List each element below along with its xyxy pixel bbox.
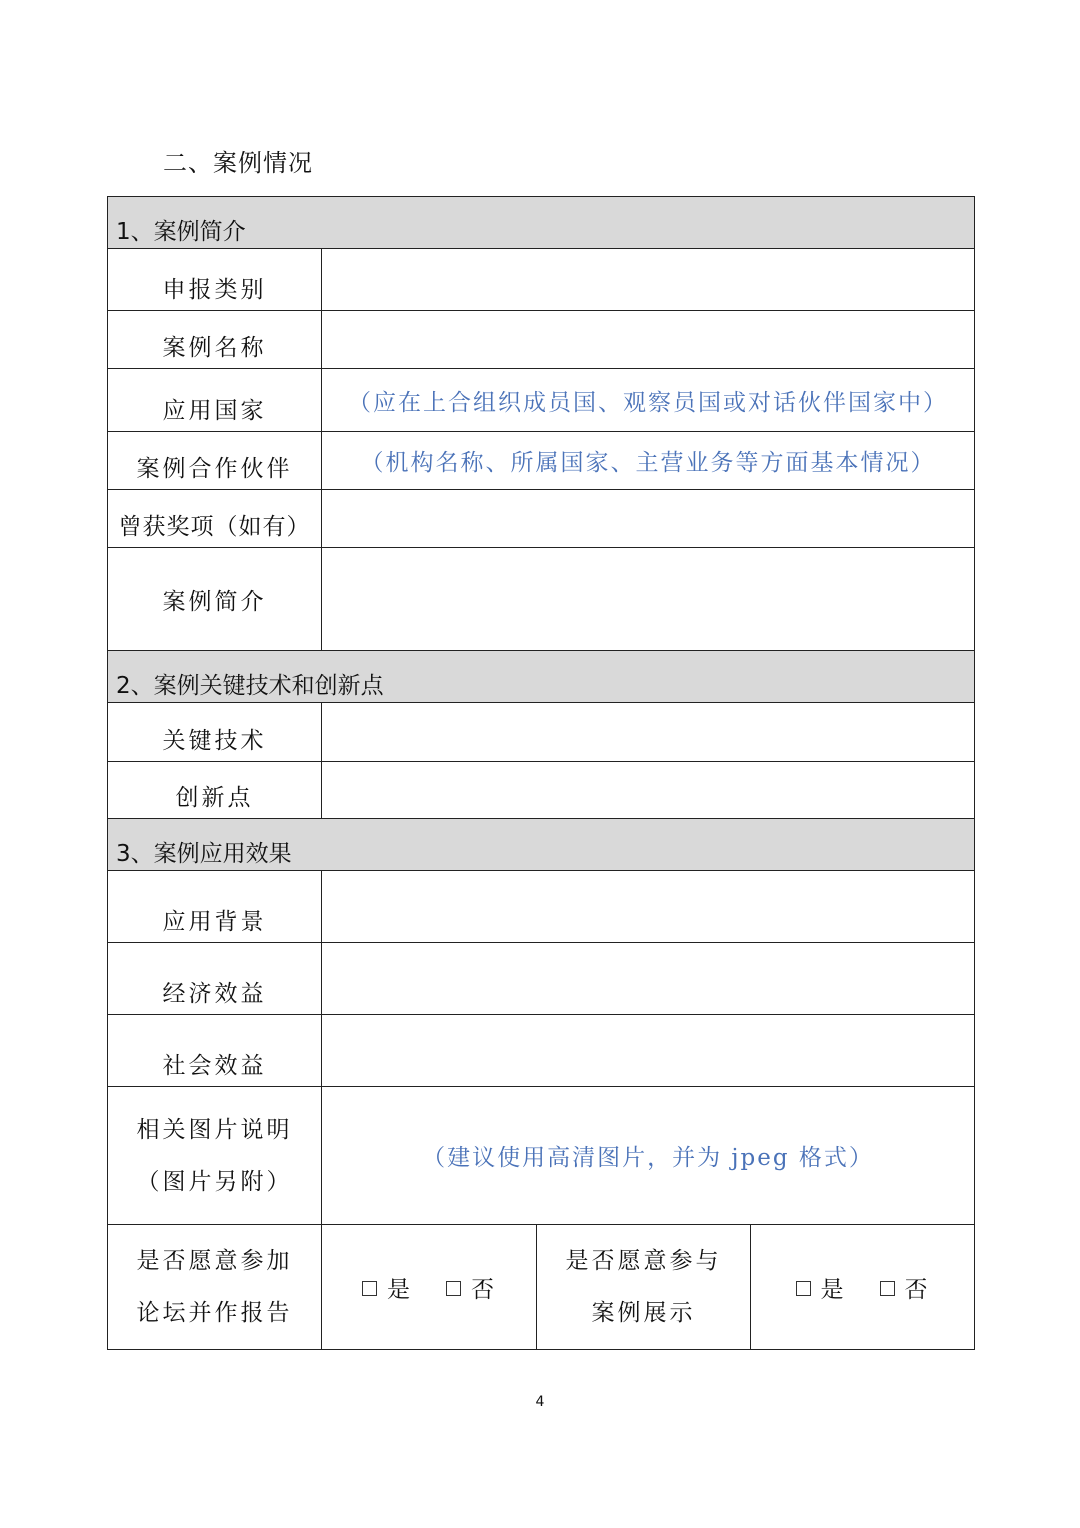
field-pictures[interactable] bbox=[322, 1087, 975, 1225]
forum-yes-checkbox[interactable] bbox=[362, 1281, 377, 1296]
forum-yes-label: 是 bbox=[387, 1276, 412, 1303]
display-no-checkbox[interactable] bbox=[880, 1281, 895, 1296]
label-summary: 案例简介 bbox=[108, 548, 322, 651]
field-partner[interactable] bbox=[322, 432, 975, 490]
label-case-name: 案例名称 bbox=[108, 311, 322, 369]
display-no-label: 否 bbox=[904, 1276, 930, 1303]
field-country[interactable] bbox=[322, 369, 975, 432]
forum-no-checkbox[interactable] bbox=[446, 1281, 461, 1296]
hint-pictures: （建议使用高清图片，并为 jpeg 格式） bbox=[422, 1145, 874, 1171]
field-category[interactable] bbox=[322, 249, 975, 311]
label-display-line1: 是否愿意参与 bbox=[565, 1248, 722, 1274]
hint-country: （应在上合组织成员国、观察员国或对话伙伴国家中） bbox=[348, 389, 948, 416]
field-summary[interactable] bbox=[322, 548, 975, 651]
display-yes-checkbox[interactable] bbox=[796, 1281, 811, 1296]
label-economic: 经济效益 bbox=[108, 943, 322, 1015]
field-case-name[interactable] bbox=[322, 311, 975, 369]
hint-partner: （机构名称、所属国家、主营业务等方面基本情况） bbox=[360, 450, 936, 476]
section-header-application-effect: 3、案例应用效果 bbox=[108, 819, 975, 871]
label-category: 申报类别 bbox=[108, 249, 322, 311]
display-yes-label: 是 bbox=[820, 1276, 846, 1303]
forum-options bbox=[322, 1225, 537, 1350]
label-pictures bbox=[108, 1087, 322, 1225]
field-background[interactable] bbox=[322, 871, 975, 943]
section-title: 二、案例情况 bbox=[163, 149, 313, 177]
label-social: 社会效益 bbox=[108, 1015, 322, 1087]
label-key-tech: 关键技术 bbox=[108, 703, 322, 762]
section-header-case-summary: 1、案例简介 bbox=[108, 197, 975, 249]
label-display bbox=[537, 1225, 751, 1350]
label-innovation: 创新点 bbox=[108, 762, 322, 819]
forum-no-label: 否 bbox=[471, 1276, 496, 1303]
field-social[interactable] bbox=[322, 1015, 975, 1087]
field-awards[interactable] bbox=[322, 490, 975, 548]
field-key-tech[interactable] bbox=[322, 703, 975, 762]
label-forum-line2: 论坛并作报告 bbox=[136, 1300, 293, 1326]
label-partner: 案例合作伙伴 bbox=[108, 432, 322, 490]
label-pictures-line1: 相关图片说明 bbox=[136, 1116, 293, 1143]
label-display-line2: 案例展示 bbox=[591, 1300, 696, 1326]
label-forum-line1: 是否愿意参加 bbox=[136, 1248, 293, 1274]
label-awards: 曾获奖项（如有） bbox=[108, 490, 322, 548]
label-country: 应用国家 bbox=[108, 369, 322, 432]
label-forum bbox=[108, 1225, 322, 1350]
field-innovation[interactable] bbox=[322, 762, 975, 819]
label-background: 应用背景 bbox=[108, 871, 322, 943]
case-info-table bbox=[107, 196, 975, 1350]
display-options bbox=[751, 1225, 975, 1350]
label-pictures-line2: （图片另附） bbox=[136, 1168, 293, 1195]
page-number: 4 bbox=[535, 1394, 545, 1410]
field-economic[interactable] bbox=[322, 943, 975, 1015]
section-header-key-tech: 2、案例关键技术和创新点 bbox=[108, 651, 975, 703]
